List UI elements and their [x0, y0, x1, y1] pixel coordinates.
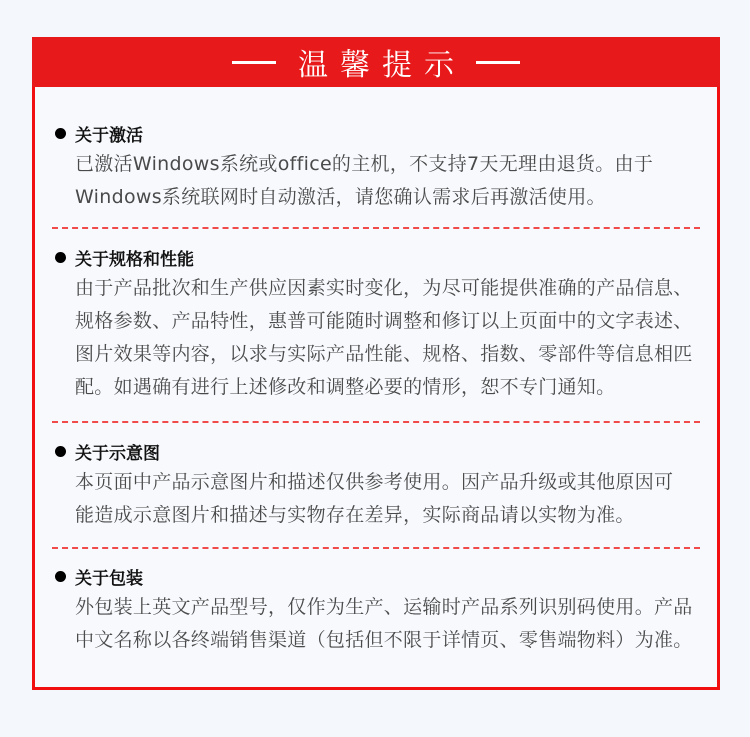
notice-title: 温馨提示 [298, 48, 466, 83]
section-heading: 关于示意图 [75, 443, 160, 464]
body-line: Windows系统联网时自动激活，请您确认需求后再激活使用。 [75, 186, 606, 208]
body-line: 中文名称以各终端销售渠道（包括但不限于详情页、零售端物料）为准。 [75, 629, 693, 651]
body-line: 外包装上英文产品型号，仅作为生产、运输时产品系列识别码使用。产品 [75, 596, 693, 618]
divider [52, 227, 700, 229]
body-line: 规格参数、产品特性，惠普可能随时调整和修订以上页面中的文字表述、 [75, 310, 693, 332]
bullet-icon [55, 446, 66, 457]
section-body [75, 466, 705, 532]
section-activation [55, 118, 705, 214]
bullet-icon [55, 128, 66, 139]
body-line: 本页面中产品示意图片和描述仅供参考使用。因产品升级或其他原因可 [75, 471, 674, 493]
section-specs [55, 242, 705, 404]
body-line: 图片效果等内容，以求与实际产品性能、规格、指数、零部件等信息相匹 [75, 343, 693, 365]
section-heading: 关于激活 [75, 125, 143, 146]
section-heading: 关于包装 [75, 568, 143, 589]
divider [52, 421, 700, 423]
body-line: 由于产品批次和生产供应因素实时变化，为尽可能提供准确的产品信息、 [75, 277, 693, 299]
body-line: 已激活Windows系统或office的主机，不支持7天无理由退货。由于 [75, 153, 654, 175]
section-body [75, 272, 705, 404]
section-body [75, 591, 705, 657]
body-line: 能造成示意图片和描述与实物存在差异，实际商品请以实物为准。 [75, 504, 635, 526]
bullet-icon [55, 252, 66, 263]
header-dash-right [476, 61, 520, 64]
body-line: 配。如遇确有进行上述修改和调整必要的情形，恕不专门通知。 [75, 376, 616, 398]
section-heading: 关于规格和性能 [75, 249, 194, 270]
section-body [75, 148, 705, 214]
section-packaging [55, 561, 705, 657]
divider [52, 547, 700, 549]
section-diagram [55, 436, 705, 532]
notice-header [32, 37, 720, 87]
bullet-icon [55, 571, 66, 582]
header-dash-left [232, 61, 276, 64]
